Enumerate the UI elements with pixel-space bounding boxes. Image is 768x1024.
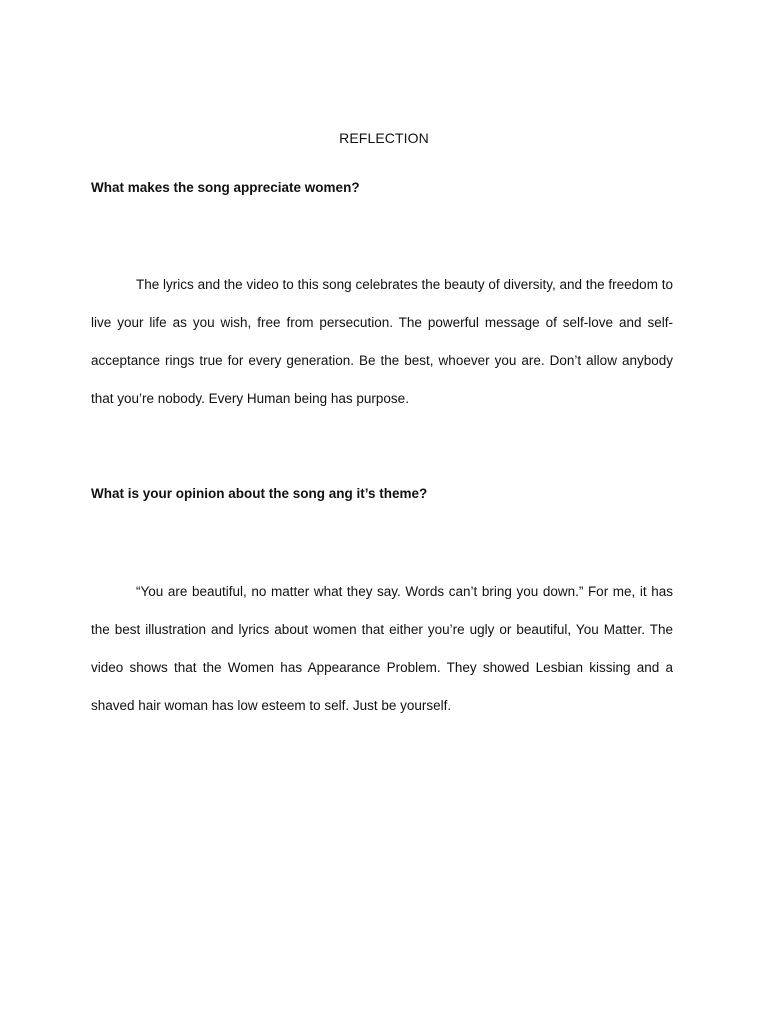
question-2: What is your opinion about the song ang it’s theme? bbox=[91, 486, 428, 501]
answer-1: The lyrics and the video to this song celebrates the beauty of diversity, and the freedom to live your life as you wish, free from persecution. The powerful message of self-love and self-acceptance rings true for every generation. Be the best, whoever you are. Don’t allow anybody that you’re nobody. Every Human being has purpose. bbox=[91, 277, 673, 406]
document-title: REFLECTION bbox=[339, 130, 429, 146]
question-1: What makes the song appreciate women? bbox=[91, 180, 360, 195]
answer-2: “You are beautiful, no matter what they say. Words can’t bring you down.” For me, it has the best illustration and lyrics about women that either you’re ugly or beautiful, You Matter. The video shows that the Women has Appearance Problem. They showed Lesbian kissing and a shaved hair woman has low esteem to self. Just be yourself. bbox=[91, 584, 673, 713]
